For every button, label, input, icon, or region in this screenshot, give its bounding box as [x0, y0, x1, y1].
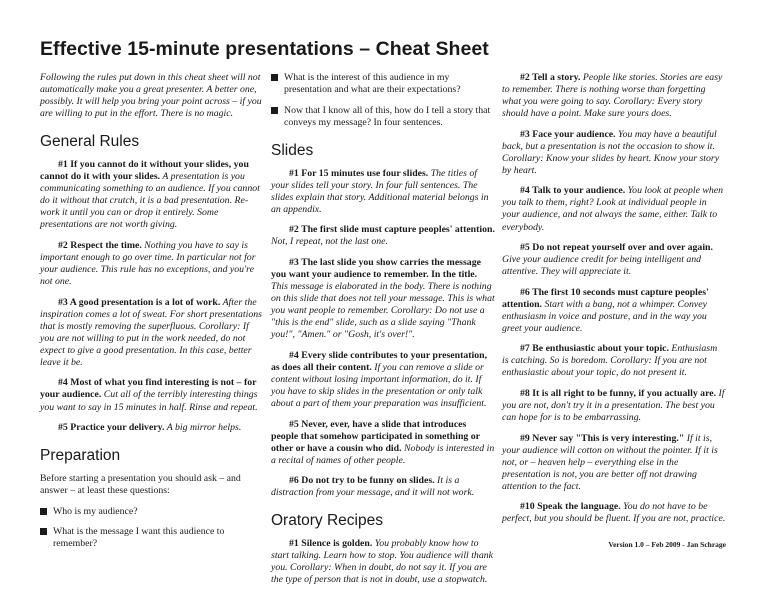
- general-rules-heading: General Rules: [40, 133, 140, 151]
- rule-body: You probably know how to start talking. Learn how to stop. You audience will thank you. Corollary: When in doubt, do not say it. If you are the type of person that is not in doubt, use a stopwatch.: [271, 538, 493, 586]
- bullet-square-icon: [40, 528, 47, 535]
- rule-heading: #4 Talk to your audience.: [520, 185, 626, 197]
- oratory-rule: [502, 388, 726, 424]
- rule-heading: #10 Speak the language.: [520, 501, 621, 513]
- column-3: [502, 72, 726, 534]
- preparation-question: [271, 72, 495, 96]
- rule-body: People like stories. Stories are easy to remember. There is nothing worse than forgetting what you were going to say. Corollary: Every story should have a point. Make sure yours does.: [502, 72, 723, 120]
- rule-body: You may have a beautiful back, but a presentation is not the occasion to show it. Corollary: Know your slides by heart. Know your story by heart.: [502, 128, 720, 176]
- rule-heading: #2 The first slide must capture peoples' attention.: [289, 224, 495, 236]
- rule-heading: #1 Silence is golden.: [289, 538, 373, 550]
- rule-heading: #5 Never, ever, have a slide that introduces people that somehow participated in something or other or have a cousin who did.: [271, 418, 480, 454]
- general-rule: [40, 377, 264, 413]
- slides-rule: [271, 168, 495, 216]
- rule-heading: #1 For 15 minutes use four slides.: [289, 167, 429, 179]
- page-title: Effective 15-minute presentations – Cheat Sheet: [40, 38, 489, 60]
- rule-body: Give your audience credit for being intelligent and attentive. They will appreciate it.: [502, 254, 702, 278]
- slides-rule: [271, 257, 495, 341]
- preparation-question: [40, 526, 264, 550]
- oratory-rule: [502, 185, 726, 233]
- rule-heading: #3 Face your audience.: [520, 128, 616, 140]
- slides-rule: [271, 475, 495, 499]
- rule-body: If you are not, don't try it in a presentation. The best you can hope for is to be embarrassing.: [502, 388, 725, 424]
- rule-heading: #2 Tell a story.: [520, 72, 581, 83]
- oratory-rule: [502, 287, 726, 335]
- question-text: Now that I know all of this, how do I tell a story that conveys my message? In four sentences.: [284, 104, 491, 128]
- question-text: What is the message I want this audience to remember?: [53, 526, 225, 550]
- question-text: Who is my audience?: [53, 505, 138, 517]
- rule-body: Nothing you have to say is important enough to go over time. In particular not for your audience. This rule has no exceptions, and you're not one.: [40, 239, 256, 288]
- rule-heading: #8 It is all right to be funny, if you actually are.: [520, 388, 717, 400]
- bullet-square-icon: [271, 74, 278, 81]
- bullet-square-icon: [40, 508, 47, 515]
- rule-heading: #1 If you cannot do it without your slides, you cannot do it with your slides.: [40, 159, 249, 183]
- rule-body: You look at people when you talk to them, right? Look at individual people in your audience, and not always the same, either. Talk to everybody.: [502, 185, 724, 233]
- rule-heading: #4 Every slide contributes to your presentation, as does all their content.: [271, 349, 488, 373]
- column-2: [271, 72, 495, 595]
- general-rule: [40, 422, 264, 434]
- rule-body: If it is, your audience will cotton on without the pointer. If it is not, or – heaven help – everything else in the presentation is not, you are better off not drawing attention to the fact.: [502, 432, 718, 492]
- rule-heading: #3 The last slide you show carries the message you want your audience to remember. In the title.: [271, 256, 481, 281]
- oratory-rule: [502, 343, 726, 379]
- rule-heading: #6 Do not try to be funny on slides.: [289, 475, 435, 487]
- preparation-question: [40, 506, 264, 518]
- column-1: [40, 72, 264, 559]
- rule-body: After the inspiration comes a lot of sweat. For short presentations that is mostly removing the superfluous. Corollary: If you are not willing to put in the work needed, do not expect to give a good presentation. In this case, better leave it be.: [40, 296, 262, 368]
- rule-heading: #2 Respect the time.: [58, 239, 142, 251]
- preparation-heading: Preparation: [40, 447, 121, 465]
- rule-body: Not, I repeat, not the last one.: [271, 236, 388, 248]
- rule-heading: #5 Practice your delivery.: [58, 422, 165, 434]
- rule-body: Cut all of the terribly interesting things you want to say in 15 minutes in half. Rinse and repeat.: [40, 389, 258, 413]
- rule-body: If you can remove a slide or content without losing important information, do it. If you have to skip slides in the presentation or only talk about a part of them your preparation was insufficient.: [271, 361, 487, 409]
- slides-rule: [271, 224, 495, 248]
- version-footer: Version 1.0 – Feb 2009 - Jan Schrage: [608, 540, 726, 549]
- rule-heading: #5 Do not repeat yourself over and over again.: [520, 242, 713, 254]
- general-rule: [40, 240, 264, 288]
- oratory-rule: [502, 72, 726, 120]
- rule-body: Start with a bang, not a whimper. Convey enthusiasm in voice and posture, and in the way you greet your audience.: [502, 298, 707, 334]
- rule-body: A presentation is you communicating something to an audience. If you cannot do it without that crutch, it is a bad presentation. Re-work it until you can or drop it entirely. Some presentations are not worth giving.: [40, 171, 260, 231]
- preparation-question: [271, 105, 495, 129]
- oratory-rule: [502, 433, 726, 493]
- rule-body: The titles of your slides tell your story. In four full sentences. The slides explain that story. Additional material belongs in an appendix.: [271, 167, 489, 215]
- oratory-rule: [271, 538, 495, 586]
- rule-heading: #7 Be enthusiastic about your topic.: [520, 343, 669, 355]
- question-text: What is the interest of this audience in my presentation and what are their expectations?: [284, 72, 461, 96]
- rule-heading: #6 The first 10 seconds must capture peoples' attention.: [502, 286, 709, 310]
- rule-body: This message is elaborated in the body. There is nothing on this slide that does not tell your message. This is what you want people to remember. Corollary: Do not use a "this is the end" slide, such as a slide saying "Thank you!", "Amen." or "Gosh, it's over!".: [271, 281, 495, 341]
- slides-rule: [271, 350, 495, 410]
- oratory-rule: [502, 242, 726, 278]
- slides-heading: Slides: [271, 141, 314, 159]
- oratory-rule: [502, 501, 726, 525]
- bullet-square-icon: [271, 107, 278, 114]
- rule-heading: #9 Never say "This is very interesting.": [520, 432, 685, 444]
- rule-body: Enthusiasm is catching. So is boredom. Corollary: If you are not enthusiastic about your topic, do not present it.: [502, 343, 718, 379]
- slides-rule: [271, 419, 495, 467]
- rule-heading: #3 A good presentation is a lot of work.: [58, 296, 221, 308]
- intro-paragraph: Following the rules put down in this cheat sheet will not automatically make you a great presenter. A better one, possibly. It will help you bring your point across – if you are willing to put in the effort. There is no magic.: [40, 72, 262, 120]
- general-rule: [40, 297, 264, 369]
- oratory-rule: [502, 129, 726, 177]
- rule-body: You do not have to be perfect, but you should be fluent. If you are not, practice.: [502, 501, 726, 525]
- oratory-heading: Oratory Recipes: [271, 512, 383, 530]
- rule-body: It is a distraction from your message, and it will not work.: [271, 475, 475, 499]
- rule-body: A big mirror helps.: [164, 422, 242, 434]
- preparation-intro: Before starting a presentation you should ask – and answer – at least these questions:: [40, 473, 241, 497]
- rule-body: Nobody is interested in a recital of names of other people.: [271, 442, 495, 466]
- rule-heading: #4 Most of what you find interesting is not – for your audience.: [40, 377, 257, 401]
- general-rule: [40, 159, 264, 231]
